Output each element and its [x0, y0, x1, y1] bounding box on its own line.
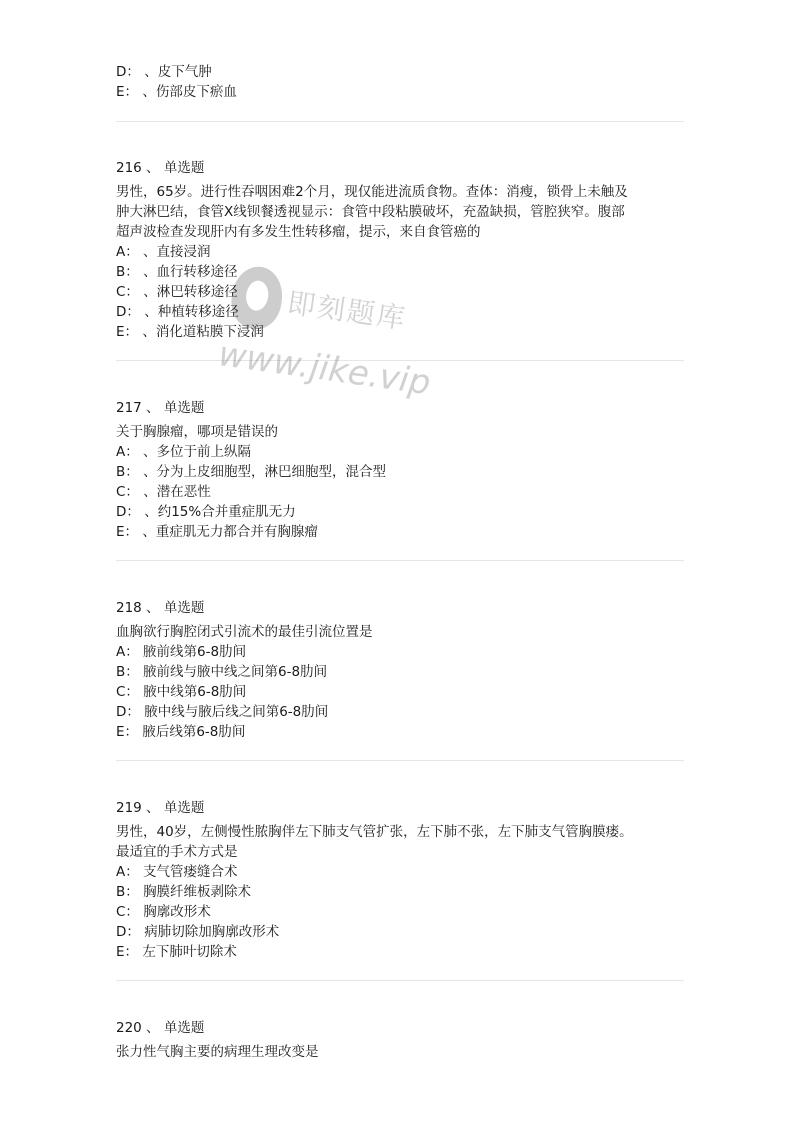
option-letter: D：: [116, 64, 140, 80]
question-number: 217 、 单选题: [116, 400, 205, 416]
option-letter: B：: [116, 884, 139, 900]
question-number: 218 、 单选题: [116, 600, 205, 616]
option-letter: C：: [116, 684, 139, 700]
option-letter: C：: [116, 904, 139, 920]
option-text: 病肺切除加胸廓改形术: [144, 924, 280, 940]
question-stem: 男性，40岁，左侧慢性脓胸伴左下肺支气管扩张，左下肺不张，左下肺支气管胸膜瘘。: [116, 824, 633, 840]
option-a[interactable]: [116, 242, 211, 262]
option-text: 、直接浸润: [143, 244, 211, 260]
option-letter: A：: [116, 444, 139, 460]
question-stem: 最适宜的手术方式是: [116, 844, 238, 860]
option-letter: C：: [116, 484, 139, 500]
option-letter: C：: [116, 284, 139, 300]
option-letter: B：: [116, 264, 139, 280]
option-letter: D：: [116, 704, 140, 720]
option-a[interactable]: [116, 442, 251, 462]
option-letter: E：: [116, 944, 139, 960]
option-e[interactable]: [116, 522, 318, 542]
option-letter: E：: [116, 724, 139, 740]
option-text: 、分为上皮细胞型，淋巴细胞型，混合型: [143, 464, 387, 480]
option-text: 、多位于前上纵隔: [143, 444, 252, 460]
option-e[interactable]: [116, 942, 237, 962]
question-stem: 血胸欲行胸腔闭式引流术的最佳引流位置是: [116, 624, 373, 640]
divider: [116, 980, 684, 981]
option-b[interactable]: [116, 882, 251, 902]
watermark-brand: 即刻题库: [285, 286, 409, 336]
question-number: 216 、 单选题: [116, 160, 205, 176]
option-text: 左下肺叶切除术: [142, 944, 237, 960]
option-text: 、消化道粘膜下浸润: [142, 324, 264, 340]
option-text: 腋前线与腋中线之间第6-8肋间: [143, 664, 328, 680]
option-letter: D：: [116, 924, 140, 940]
option-a[interactable]: [116, 642, 246, 662]
option-e[interactable]: [116, 322, 264, 342]
option-e[interactable]: [116, 82, 237, 102]
option-text: 、淋巴转移途径: [143, 284, 238, 300]
divider: [116, 360, 684, 361]
watermark: [216, 263, 455, 442]
option-letter: A：: [116, 644, 139, 660]
option-letter: E：: [116, 524, 139, 540]
option-letter: E：: [116, 84, 139, 100]
option-b[interactable]: [116, 462, 386, 482]
option-d[interactable]: [116, 922, 279, 942]
question-stem: 肿大淋巴结，食管X线钡餐透视显示：食管中段粘膜破坏，充盈缺损，管腔狭窄。腹部: [116, 204, 625, 220]
option-text: 、潜在恶性: [143, 484, 211, 500]
question-number: 219 、 单选题: [116, 800, 205, 816]
option-text: 腋后线第6-8肋间: [142, 724, 246, 740]
option-d[interactable]: [116, 502, 296, 522]
option-b[interactable]: [116, 662, 327, 682]
divider: [116, 760, 684, 761]
option-letter: E：: [116, 324, 139, 340]
option-text: 、伤部皮下瘀血: [142, 84, 237, 100]
question-number: 220 、 单选题: [116, 1020, 205, 1036]
option-c[interactable]: [116, 902, 211, 922]
question-stem: 张力性气胸主要的病理生理改变是: [116, 1044, 319, 1060]
option-letter: B：: [116, 664, 139, 680]
option-text: 、种植转移途径: [144, 304, 239, 320]
option-text: 、血行转移途径: [143, 264, 238, 280]
question-stem: 关于胸腺瘤，哪项是错误的: [116, 424, 278, 440]
option-letter: A：: [116, 864, 139, 880]
option-text: 腋中线与腋后线之间第6-8肋间: [144, 704, 329, 720]
option-text: 、重症肌无力都合并有胸腺瘤: [142, 524, 318, 540]
option-c[interactable]: [116, 682, 246, 702]
option-d[interactable]: [116, 302, 239, 322]
watermark-url: www.jike.vip: [215, 334, 433, 404]
option-d[interactable]: [116, 702, 328, 722]
option-text: 腋前线第6-8肋间: [143, 644, 247, 660]
option-c[interactable]: [116, 482, 211, 502]
option-text: 支气管瘘缝合术: [143, 864, 238, 880]
option-b[interactable]: [116, 262, 238, 282]
question-stem: 男性，65岁。进行性吞咽困难2个月，现仅能进流质食物。查体：消瘦，锁骨上未触及: [116, 184, 628, 200]
option-letter: D：: [116, 304, 140, 320]
divider: [116, 560, 684, 561]
option-text: 腋中线第6-8肋间: [143, 684, 247, 700]
option-a[interactable]: [116, 862, 238, 882]
option-text: 、皮下气肿: [144, 64, 212, 80]
divider: [116, 121, 684, 122]
question-stem: 超声波检查发现肝内有多发生性转移瘤，提示，来自食管癌的: [116, 224, 481, 240]
option-d[interactable]: [116, 62, 212, 82]
option-letter: D：: [116, 504, 140, 520]
option-text: 胸廓改形术: [143, 904, 211, 920]
option-text: 胸膜纤维板剥除术: [143, 884, 252, 900]
option-letter: B：: [116, 464, 139, 480]
option-e[interactable]: [116, 722, 245, 742]
option-letter: A：: [116, 244, 139, 260]
option-c[interactable]: [116, 282, 238, 302]
option-text: 、约15%合并重症肌无力: [144, 504, 296, 520]
